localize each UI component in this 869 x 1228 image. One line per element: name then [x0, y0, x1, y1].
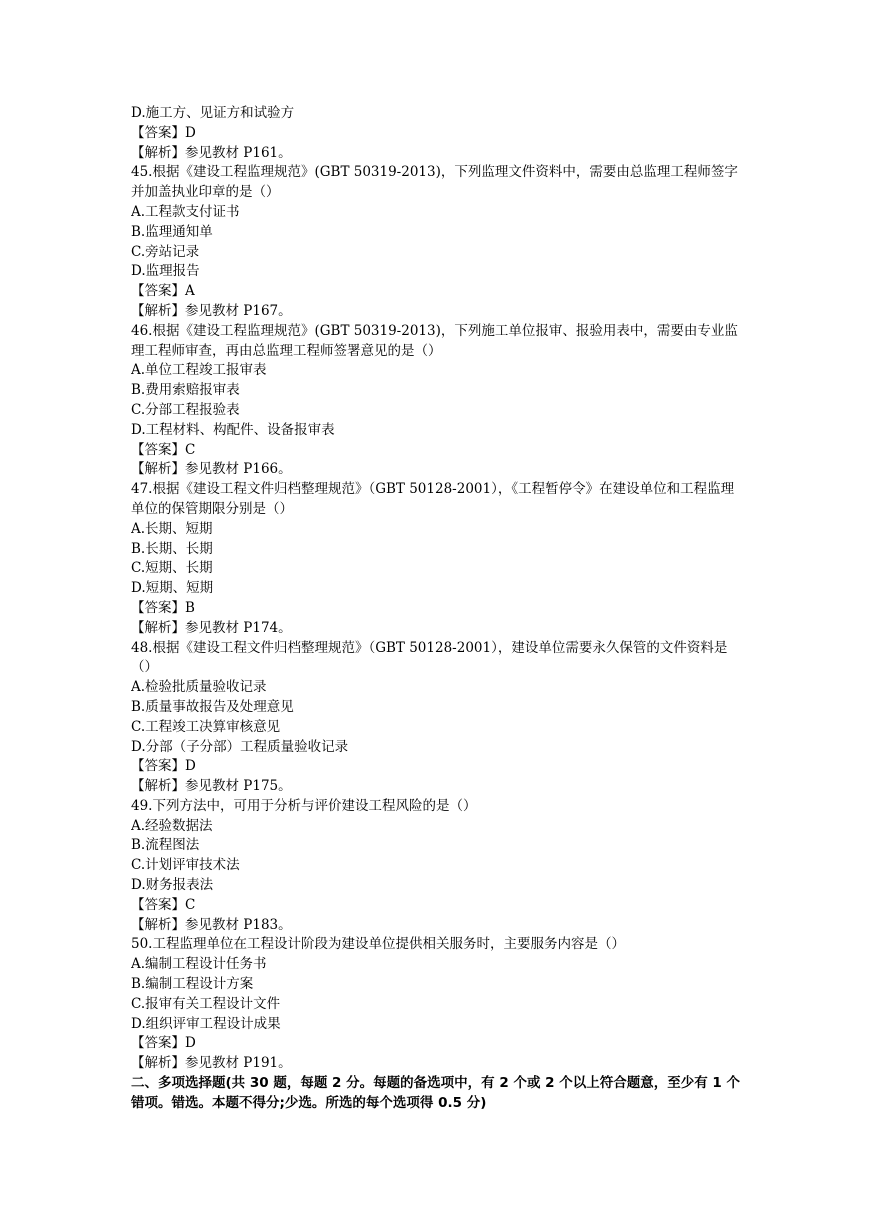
question-48-answer: 【答案】D: [131, 758, 196, 775]
question-45-analysis: 【解析】参见教材 P167。: [131, 302, 292, 319]
question-50-answer: 【答案】D: [131, 1035, 196, 1052]
question-47-stem: 47.根据《建设工程文件归档整理规范》（GBT 50128-2001），《工程暂停令》在建设单位和工程监理单位的保管期限分别是（）: [131, 481, 735, 517]
question-47-option-a: A.长期、短期: [131, 520, 213, 537]
section-heading-multiple-choice: 二、多项选择题(共 30 题，每题 2 分。每题的备选项中，有 2 个或 2 个以上符合题意，至少有 1 个错项。错选。本题不得分;少选。所选的每个选项得 0.5 分): [131, 1075, 741, 1111]
question-45-answer: 【答案】A: [131, 283, 195, 300]
question-50-analysis: 【解析】参见教材 P191。: [131, 1055, 292, 1072]
question-49-stem: 49.下列方法中，可用于分析与评价建设工程风险的是（）: [131, 797, 477, 814]
question-46-option-a: A.单位工程竣工报审表: [131, 362, 267, 379]
question-49-option-b: B.流程图法: [131, 837, 200, 854]
question-47-option-d: D.短期、短期: [131, 580, 214, 597]
document-body: [131, 104, 741, 1114]
question-48-option-c: C.工程竣工决算审核意见: [131, 718, 281, 735]
question-46-option-c: C.分部工程报验表: [131, 401, 240, 418]
question-48-option-d: D.分部（子分部）工程质量验收记录: [131, 738, 349, 755]
question-50-option-d: D.组织评审工程设计成果: [131, 1015, 281, 1032]
question-49-option-c: C.计划评审技术法: [131, 857, 240, 874]
question-48-option-a: A.检验批质量验收记录: [131, 679, 267, 696]
question-48-option-b: B.质量事故报告及处理意见: [131, 698, 294, 715]
question-47-option-b: B.长期、长期: [131, 540, 213, 557]
question-49-option-a: A.经验数据法: [131, 817, 213, 834]
question-50-option-a: A.编制工程设计任务书: [131, 956, 267, 973]
question-48-analysis: 【解析】参见教材 P175。: [131, 778, 292, 795]
analysis-prev: 【解析】参见教材 P161。: [131, 144, 292, 161]
question-45-option-c: C.旁站记录: [131, 243, 200, 260]
question-48-stem: 48.根据《建设工程文件归档整理规范》（GBT 50128-2001），建设单位需要永久保管的文件资料是（）: [131, 639, 728, 676]
question-45-option-d: D.监理报告: [131, 263, 200, 280]
answer-prev: 【答案】D: [131, 124, 196, 141]
question-45-option-b: B.监理通知单: [131, 223, 213, 240]
question-50-option-c: C.报审有关工程设计文件: [131, 995, 281, 1012]
question-46-analysis: 【解析】参见教材 P166。: [131, 461, 292, 478]
question-46-answer: 【答案】C: [131, 441, 196, 458]
question-45-option-a: A.工程款支付证书: [131, 203, 240, 220]
question-47-option-c: C.短期、长期: [131, 560, 213, 577]
question-46-option-b: B.费用索赔报审表: [131, 382, 240, 399]
question-49-option-d: D.财务报表法: [131, 877, 214, 894]
question-46-stem: 46.根据《建设工程监理规范》(GBT 50319-2013)，下列施工单位报审、报验用表中，需要由专业监理工程师审查，再由总监理工程师签署意见的是（）: [131, 322, 738, 359]
question-46-option-d: D.工程材料、构配件、设备报审表: [131, 421, 335, 438]
question-47-answer: 【答案】B: [131, 599, 195, 616]
question-49-analysis: 【解析】参见教材 P183。: [131, 916, 292, 933]
question-49-answer: 【答案】C: [131, 896, 196, 913]
option-d-prev: D.施工方、见证方和试验方: [131, 105, 295, 121]
question-50-stem: 50.工程监理单位在工程设计阶段为建设单位提供相关服务时，主要服务内容是（）: [131, 936, 625, 953]
question-45-stem: 45.根据《建设工程监理规范》(GBT 50319-2013)，下列监理文件资料中，需要由总监理工程师签字并加盖执业印章的是（）: [131, 164, 738, 201]
question-50-option-b: B.编制工程设计方案: [131, 976, 254, 993]
question-47-analysis: 【解析】参见教材 P174。: [131, 619, 292, 636]
